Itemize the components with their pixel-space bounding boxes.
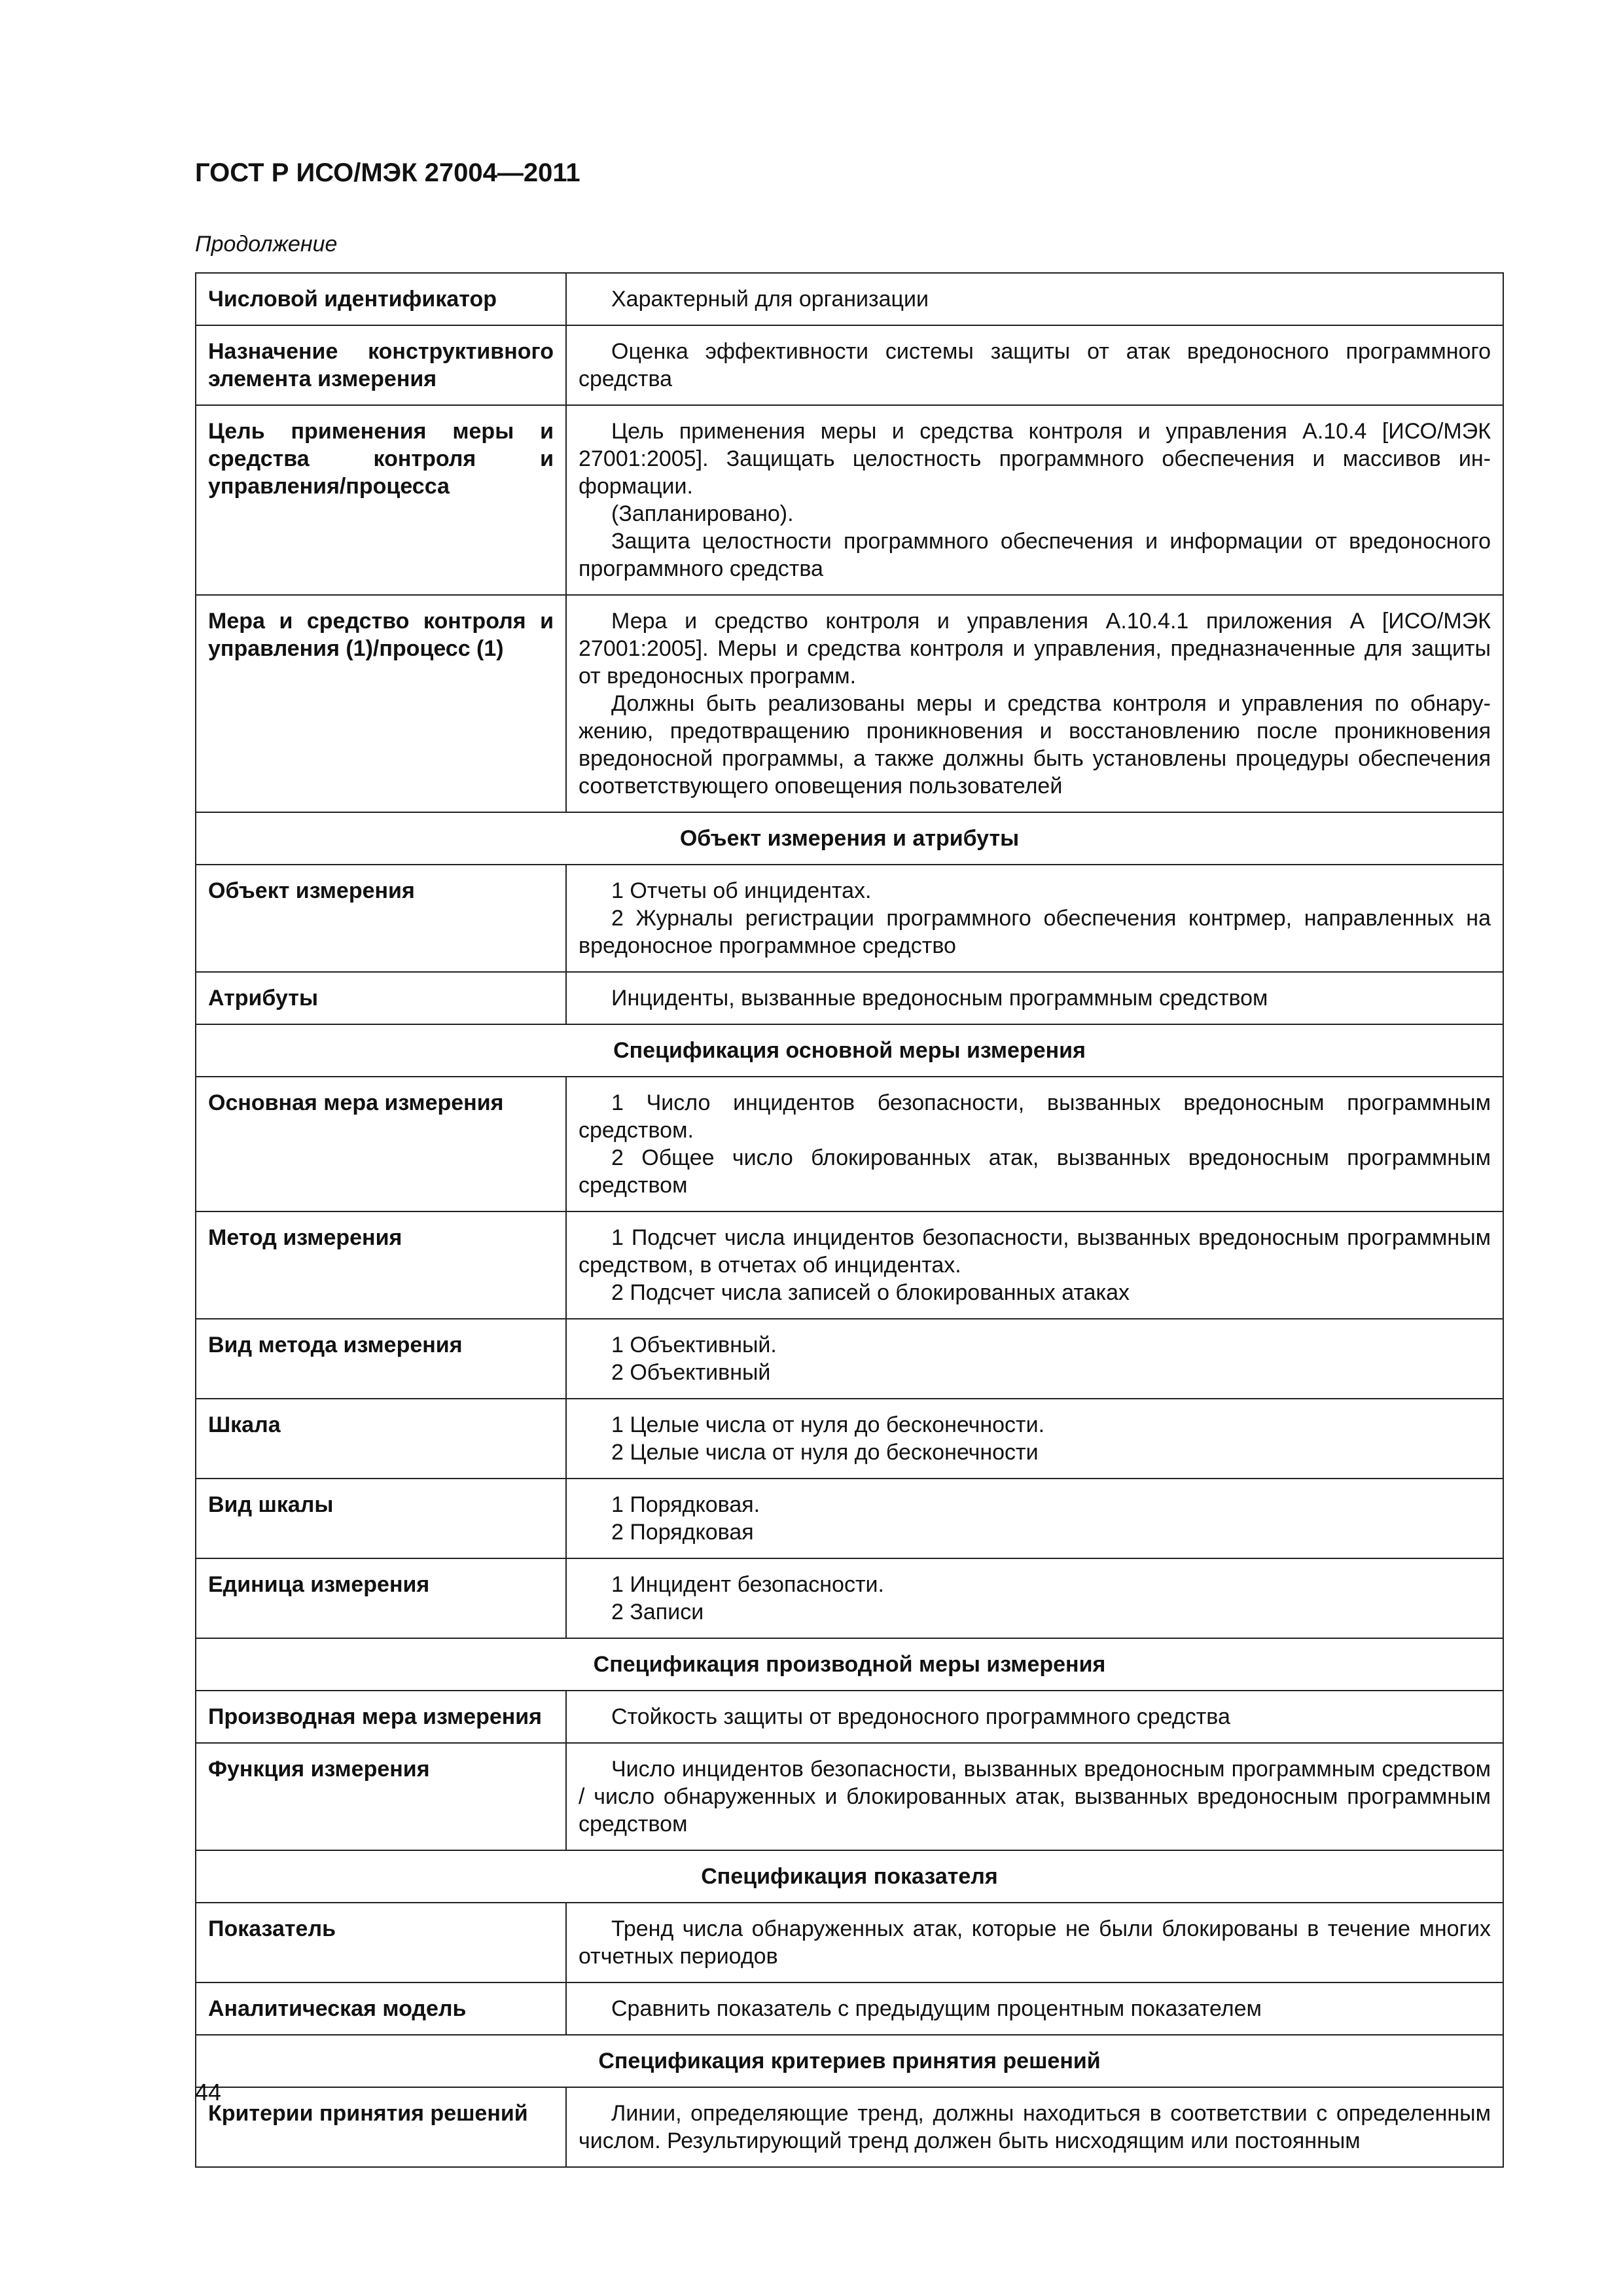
- value-paragraph: 1 Подсчет числа инцидентов безопасности, вызванных вредоносным программным средством, в отчетах об инцидентах.: [579, 1225, 1491, 1278]
- row-value: [566, 1399, 1503, 1479]
- document-header: ГОСТ Р ИСО/МЭК 27004—2011: [195, 158, 580, 187]
- table-row: [196, 1691, 1503, 1743]
- row-label: Шкала: [196, 1399, 566, 1479]
- section-header: Спецификация критериев принятия решений: [196, 2035, 1503, 2087]
- section-header: Спецификация основной меры измерения: [196, 1024, 1503, 1077]
- table-row: [196, 1903, 1503, 1982]
- row-label: Числовой идентификатор: [196, 273, 566, 325]
- specification-table: [195, 272, 1504, 2168]
- row-value: [566, 1479, 1503, 1558]
- row-value: [566, 1743, 1503, 1850]
- table-row: [196, 325, 1503, 405]
- value-paragraph: Линии, определяющие тренд, должны находиться в соответствии с определенным числом. Результирующий тренд должен быть нисходящим или постоянным: [579, 2101, 1491, 2153]
- value-paragraph: 1 Объективный.: [611, 1333, 777, 1357]
- table-row: [196, 972, 1503, 1024]
- value-paragraph: 2 Объективный: [611, 1360, 771, 1385]
- table-row: [196, 1399, 1503, 1479]
- value-paragraph: Мера и средство контроля и управления А.10.4.1 приложения А [ИСО/МЭК 27001:2005]. Меры и средства контроля и управления, предназначенные для защиты от вредоносных программ.: [579, 609, 1491, 689]
- value-paragraph: Характерный для организации: [611, 287, 929, 312]
- value-paragraph: 2 Записи: [611, 1600, 704, 1624]
- row-value: [566, 1982, 1503, 2035]
- value-paragraph: Стойкость защиты от вредоносного программного средства: [611, 1704, 1230, 1729]
- row-value: [566, 325, 1503, 405]
- table-row: [196, 1479, 1503, 1558]
- table-row: [196, 1319, 1503, 1399]
- value-paragraph: 2 Целые числа от нуля до бесконечности: [611, 1440, 1039, 1465]
- row-value: [566, 1903, 1503, 1982]
- value-paragraph: 2 Порядковая: [611, 1520, 754, 1545]
- row-value: [566, 865, 1503, 972]
- table-row: [196, 1982, 1503, 2035]
- section-header: Спецификация показателя: [196, 1850, 1503, 1903]
- continuation-label: Продолжение: [195, 232, 338, 257]
- document-page: [195, 157, 1504, 2168]
- value-paragraph: 1 Число инцидентов безопасности, вызванных вредоносным программным средством.: [579, 1090, 1491, 1143]
- row-label: Мера и средство контроля и управления (1)/процесс (1): [196, 595, 566, 812]
- row-label: Функция измерения: [196, 1743, 566, 1850]
- row-value: [566, 972, 1503, 1024]
- value-paragraph: 2 Журналы регистрации программного обеспечения контрмер, направленных на вредоносное программное средство: [579, 906, 1491, 958]
- value-paragraph: 1 Инцидент безопасности.: [611, 1572, 884, 1597]
- row-label: Производная мера измерения: [196, 1691, 566, 1743]
- value-paragraph: Сравнить показатель с предыдущим процентным показателем: [611, 1996, 1262, 2021]
- specification-table-body: [196, 273, 1503, 2167]
- row-label: Метод измерения: [196, 1211, 566, 1319]
- row-label: Критерии принятия решений: [196, 2087, 566, 2167]
- row-value: [566, 273, 1503, 325]
- row-label: Единица измерения: [196, 1558, 566, 1638]
- row-label: Показатель: [196, 1903, 566, 1982]
- row-value: [566, 1211, 1503, 1319]
- row-label: Объект измерения: [196, 865, 566, 972]
- section-header-row: [196, 812, 1503, 865]
- row-value: [566, 405, 1503, 595]
- table-row: [196, 595, 1503, 812]
- section-header: Объект измерения и атрибуты: [196, 812, 1503, 865]
- table-row: [196, 405, 1503, 595]
- table-row: [196, 1211, 1503, 1319]
- row-label: Аналитическая модель: [196, 1982, 566, 2035]
- table-row: [196, 273, 1503, 325]
- section-header-row: [196, 2035, 1503, 2087]
- value-paragraph: Тренд числа обнаруженных атак, которые не были блокированы в течение многих отчетных периодов: [579, 1916, 1491, 1969]
- row-value: [566, 2087, 1503, 2167]
- table-row: [196, 865, 1503, 972]
- section-header-row: [196, 1638, 1503, 1691]
- value-paragraph: 1 Целые числа от нуля до бесконечности.: [611, 1412, 1045, 1437]
- value-paragraph: 2 Общее число блокированных атак, вызванных вредоносным программным средством: [579, 1145, 1491, 1198]
- value-paragraph: 1 Порядковая.: [611, 1492, 760, 1517]
- value-paragraph: Оценка эффективности системы защиты от атак вредоносного программного средства: [579, 339, 1491, 391]
- row-value: [566, 1319, 1503, 1399]
- value-paragraph: Защита целостности программного обеспечения и информации от вредоносного программного средства: [579, 529, 1491, 581]
- table-row: [196, 1077, 1503, 1211]
- row-label: Вид шкалы: [196, 1479, 566, 1558]
- section-header-row: [196, 1850, 1503, 1903]
- value-paragraph: Должны быть реализованы меры и средства контроля и управления по обнаружению, предотвращению проникновения и восстановлению после проникновения вредоносной программы, а также должны быть установлены процедуры обеспечения соответствующего оповещения пользователей: [579, 691, 1491, 798]
- value-paragraph: Число инцидентов безопасности, вызванных вредоносным программным средством / число обнаруженных и блокированных атак, вызванных вредоносным программным средством: [579, 1757, 1491, 1837]
- table-row: [196, 1558, 1503, 1638]
- table-row: [196, 1743, 1503, 1850]
- row-label: Атрибуты: [196, 972, 566, 1024]
- value-paragraph: 2 Подсчет числа записей о блокированных атаках: [611, 1280, 1130, 1305]
- row-value: [566, 1077, 1503, 1211]
- value-paragraph: Инциденты, вызванные вредоносным программным средством: [611, 986, 1268, 1011]
- row-label: Назначение конструктивного элемента измерения: [196, 325, 566, 405]
- row-label: Вид метода измерения: [196, 1319, 566, 1399]
- page-number: 44: [195, 2079, 222, 2106]
- row-value: [566, 595, 1503, 812]
- row-value: [566, 1558, 1503, 1638]
- value-paragraph: (Запланировано).: [611, 501, 794, 526]
- table-row: [196, 2087, 1503, 2167]
- row-value: [566, 1691, 1503, 1743]
- row-label: Цель применения меры и средства контроля и управления/процесса: [196, 405, 566, 595]
- row-label: Основная мера измерения: [196, 1077, 566, 1211]
- section-header: Спецификация производной меры измерения: [196, 1638, 1503, 1691]
- value-paragraph: Цель применения меры и средства контроля и управления А.10.4 [ИСО/МЭК 27001:2005]. Защищать целостность программного обеспечения и массивов информации.: [579, 419, 1491, 499]
- section-header-row: [196, 1024, 1503, 1077]
- value-paragraph: 1 Отчеты об инцидентах.: [611, 878, 872, 903]
